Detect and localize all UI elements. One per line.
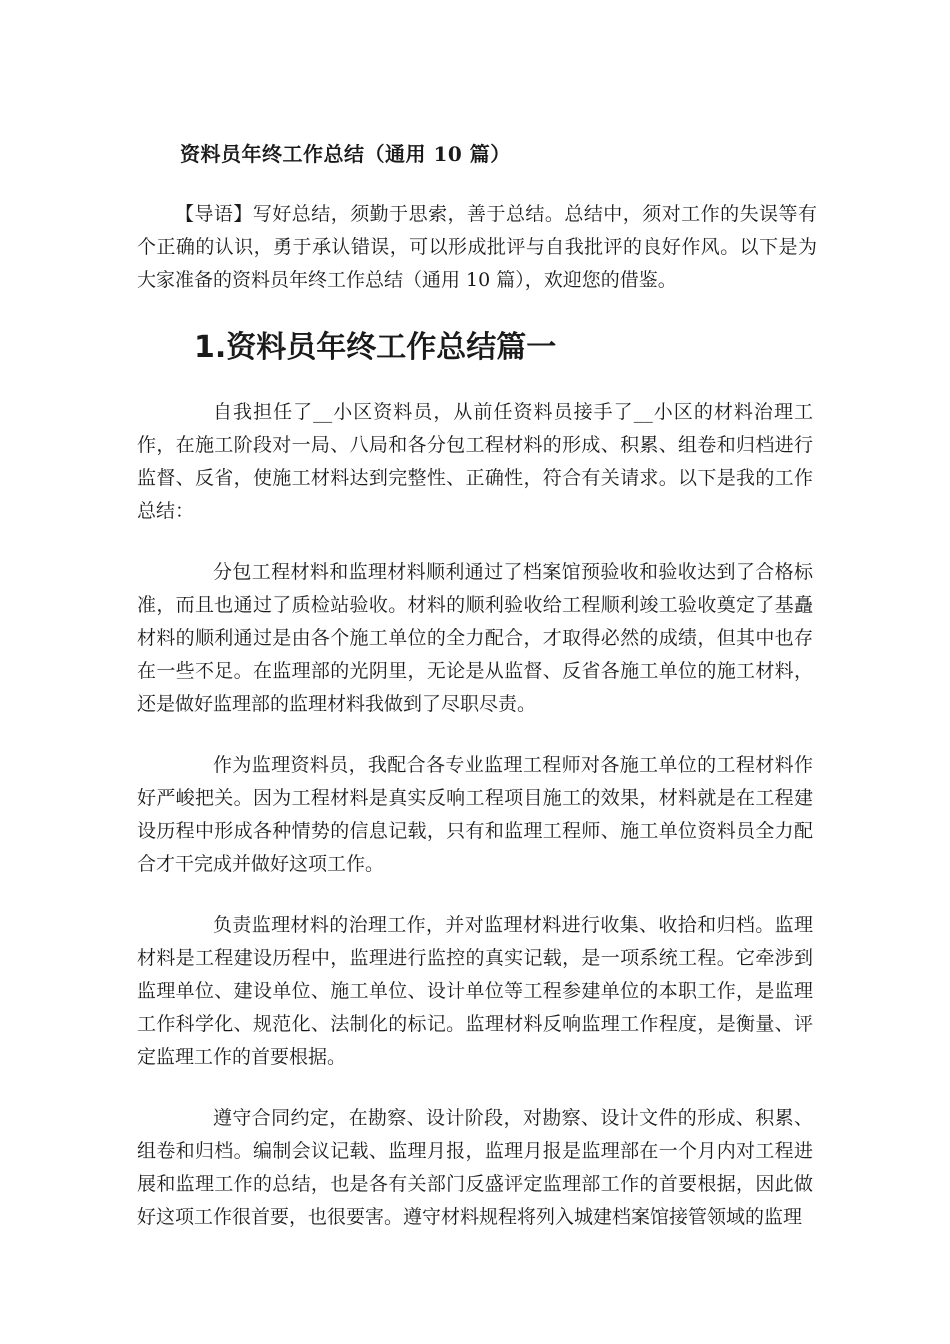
document-title: 资料员年终工作总结（通用 10 篇） [180,142,511,166]
body-paragraph: 负责监理材料的治理工作，并对监理材料进行收集、收拾和归档。监理材料是工程建设历程中，监理进行监控的真实记载，是一项系统工程。它牵涉到监理单位、建设单位、施工单位、设计单位等工程参建单位的本职工作，是监理工作科学化、规范化、法制化的标记。监理材料反响监理工作程度，是衡量、评定监理工作的首要根据。 [137,914,813,1068]
section-body [137,396,813,1262]
body-paragraph: 自我担任了__小区资料员，从前任资料员接手了__小区的材料治理工作，在施工阶段对一局、八局和各分包工程材料的形成、积累、组卷和归档进行监督、反省，使施工材料达到完整性、正确性，符合有关请求。以下是我的工作总结： [137,401,813,522]
intro-paragraph: 【导语】写好总结，须勤于思索，善于总结。总结中，须对工作的失误等有个正确的认识，勇于承认错误，可以形成批评与自我批评的良好作风。以下是为大家准备的资料员年终工作总结（通用 10 篇），欢迎您的借鉴。 [137,203,817,291]
section-heading: 1.资料员年终工作总结篇一 [194,330,557,365]
body-paragraph: 遵守合同约定，在勘察、设计阶段，对勘察、设计文件的形成、积累、组卷和归档。编制会议记载、监理月报，监理月报是监理部在一个月内对工程进展和监理工作的总结，也是各有关部门反盛评定监理部工作的首要根据，因此做好这项工作很首要，也很要害。遵守材料规程将列入城建档案馆接管领域的监理 [137,1107,813,1228]
body-paragraph: 作为监理资料员，我配合各专业监理工程师对各施工单位的工程材料作好严峻把关。因为工程材料是真实反响工程项目施工的效果，材料就是在工程建设历程中形成各种情势的信息记载，只有和监理工程师、施工单位资料员全力配合才干完成并做好这项工作。 [137,754,813,875]
body-paragraph: 分包工程材料和监理材料顺利通过了档案馆预验收和验收达到了合格标准，而且也通过了质检站验收。材料的顺利验收给工程顺利竣工验收奠定了基矗材料的顺利通过是由各个施工单位的全力配合，才取得必然的成绩，但其中也存在一些不足。在监理部的光阴里，无论是从监督、反省各施工单位的施工材料，还是做好监理部的监理材料我做到了尽职尽责。 [137,561,813,715]
